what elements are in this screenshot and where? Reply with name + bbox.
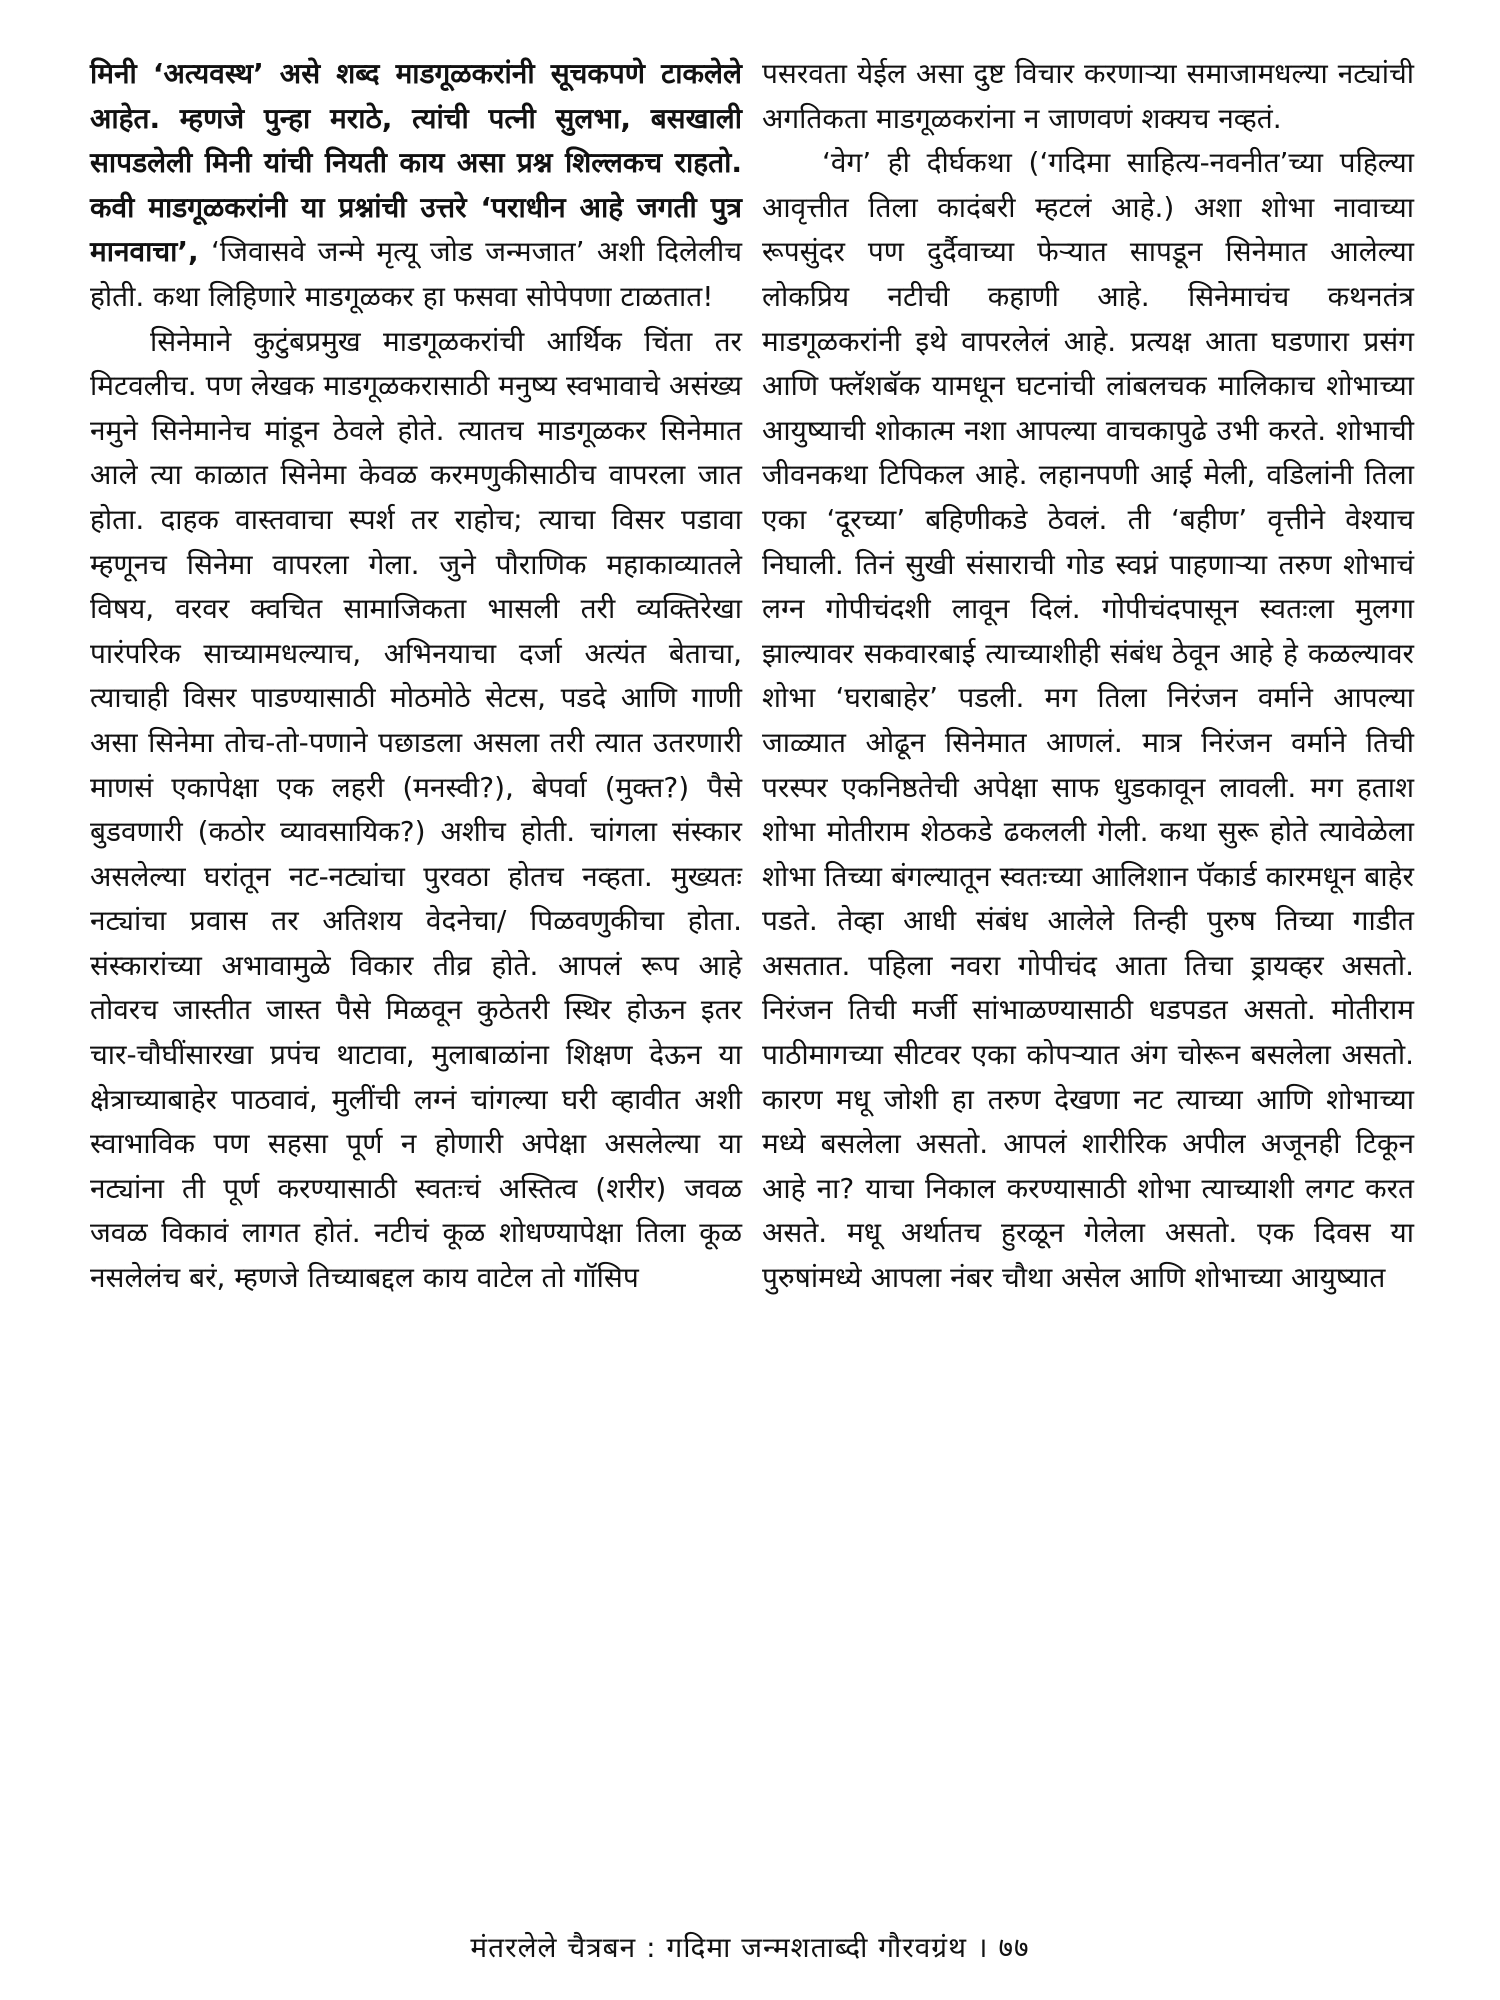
page-number: ७७ [998, 1931, 1030, 1964]
right-column [762, 52, 1414, 1301]
right-paragraph-2: ‘वेग’ ही दीर्घकथा (‘गदिमा साहित्य-नवनीत’च्या पहिल्या आवृत्तीत तिला कादंबरी म्हटलं आहे.) अशा शोभा नावाच्या रूपसुंदर पण दुर्दैवाच्या फेऱ्यात सापडून सिनेमात आलेल्या लोकप्रिय नटीची कहाणी आहे. सिनेमाचंच कथनतंत्र माडगूळकरांनी इथे वापरलेलं आहे. प्रत्यक्ष आता घडणारा प्रसंग आणि फ्लॅशबॅक यामधून घटनांची लांबलचक मालिकाच शोभाच्या आयुष्याची शोकात्म नशा आपल्या वाचकापुढे उभी करते. शोभाची जीवनकथा टिपिकल आहे. लहानपणी आई मेली, वडिलांनी तिला एका ‘दूरच्या’ बहिणीकडे ठेवलं. ती ‘बहीण’ वृत्तीने वेश्याच निघाली. तिनं सुखी संसाराची गोड स्वप्नं पाहणाऱ्या तरुण शोभाचं लग्न गोपीचंदशी लावून दिलं. गोपीचंदपासून स्वतःला मुलगा झाल्यावर सकवारबाई त्याच्याशीही संबंध ठेवून आहे हे कळल्यावर शोभा ‘घराबाहेर’ पडली. मग तिला निरंजन वर्माने आपल्या जाळ्यात ओढून सिनेमात आणलं. मात्र निरंजन वर्माने तिची परस्पर एकनिष्ठतेची अपेक्षा साफ धुडकावून लावली. मग हताश शोभा मोतीराम शेठकडे ढकलली गेली. कथा सुरू होते त्यावेळेला शोभा तिच्या बंगल्यातून स्वतःच्या आलिशान पॅकार्ड कारमधून बाहेर पडते. तेव्हा आधी संबंध आलेले तिन्ही पुरुष तिच्या गाडीत असतात. पहिला नवरा गोपीचंद आता तिचा ड्रायव्हर असतो. निरंजन तिची मर्जी सांभाळण्यासाठी धडपडत असतो. मोतीराम पाठीमागच्या सीटवर एका कोपऱ्यात अंग चोरून बसलेला असतो. कारण मधू जोशी हा तरुण देखणा नट त्याच्या आणि शोभाच्या मध्ये बसलेला असतो. आपलं शारीरिक अपील अजूनही टिकून आहे ना? याचा निकाल करण्यासाठी शोभा त्याच्याशी लगट करत असते. मधू अर्थातच हुरळून गेलेला असतो. एक दिवस या पुरुषांमध्ये आपला नंबर चौथा असेल आणि शोभाच्या आयुष्यात [762, 146, 1414, 1295]
footer-separator: : [646, 1931, 657, 1964]
page-footer [0, 1930, 1500, 1966]
left-column [90, 52, 742, 1301]
footer-book-title: मंतरलेले चैत्रबन [470, 1931, 637, 1964]
footer-subtitle: गदिमा जन्मशताब्दी गौरवग्रंथ [666, 1931, 967, 1964]
right-paragraph-1: पसरवता येईल असा दुष्ट विचार करणाऱ्या समाजामधल्या नट्यांची अगतिकता माडगूळकरांना न जाणवणं शक्यच नव्हतं. [762, 57, 1414, 135]
left-paragraph-1-rest: ‘जिवासवे जन्मे मृत्यू जोड जन्मजात’ अशी दिलेलीच होती. कथा लिहिणारे माडगूळकर हा फसवा सोपेपणा टाळतात! [90, 235, 742, 313]
left-paragraph-1-bold: मिनी ‘अत्यवस्थ’ असे शब्द माडगूळकरांनी सूचकपणे टाकलेले आहेत. म्हणजे पुन्हा मराठे, त्यांची पत्नी सुलभा, बसखाली सापडलेली मिनी यांची नियती काय असा प्रश्न शिल्लकच राहतो. कवी माडगूळकरांनी या प्रश्नांची उत्तरे ‘पराधीन आहे जगती पुत्र मानवाचा’, [90, 57, 742, 269]
footer-divider: । [976, 1931, 989, 1964]
left-paragraph-2: सिनेमाने कुटुंबप्रमुख माडगूळकरांची आर्थिक चिंता तर मिटवलीच. पण लेखक माडगूळकरासाठी मनुष्य स्वभावाचे असंख्य नमुने सिनेमानेच मांडून ठेवले होते. त्यातच माडगूळकर सिनेमात आले त्या काळात सिनेमा केवळ करमणुकीसाठीच वापरला जात होता. दाहक वास्तवाचा स्पर्श तर राहोच; त्याचा विसर पडावा म्हणूनच सिनेमा वापरला गेला. जुने पौराणिक महाकाव्यातले विषय, वरवर क्वचित सामाजिकता भासली तरी व्यक्तिरेखा पारंपरिक साच्यामधल्याच, अभिनयाचा दर्जा अत्यंत बेताचा, त्याचाही विसर पाडण्यासाठी मोठमोठे सेटस, पडदे आणि गाणी असा सिनेमा तोच-तो-पणाने पछाडला असला तरी त्यात उतरणारी माणसं एकापेक्षा एक लहरी (मनस्वी?), बेपर्वा (मुक्त?) पैसे बुडवणारी (कठोर व्यावसायिक?) अशीच होती. चांगला संस्कार असलेल्या घरांतून नट-नट्यांचा पुरवठा होतच नव्हता. मुख्यतः नट्यांचा प्रवास तर अतिशय वेदनेचा/ पिळवणुकीचा होता. संस्कारांच्या अभावामुळे विकार तीव्र होते. आपलं रूप आहे तोवरच जास्तीत जास्त पैसे मिळवून कुठेतरी स्थिर होऊन इतर चार-चौघींसारखा प्रपंच थाटावा, मुलाबाळांना शिक्षण देऊन या क्षेत्राच्याबाहेर पाठवावं, मुलींची लग्नं चांगल्या घरी व्हावीत अशी स्वाभाविक पण सहसा पूर्ण न होणारी अपेक्षा असलेल्या या नट्यांना ती पूर्ण करण्यासाठी स्वतःचं अस्तित्व (शरीर) जवळ जवळ विकावं लागत होतं. नटीचं कूळ शोधण्यापेक्षा तिला कूळ नसलेलंच बरं, म्हणजे तिच्याबद्दल काय वाटेल तो गॉसिप [90, 324, 742, 1295]
left-paragraph-1 [90, 52, 742, 320]
